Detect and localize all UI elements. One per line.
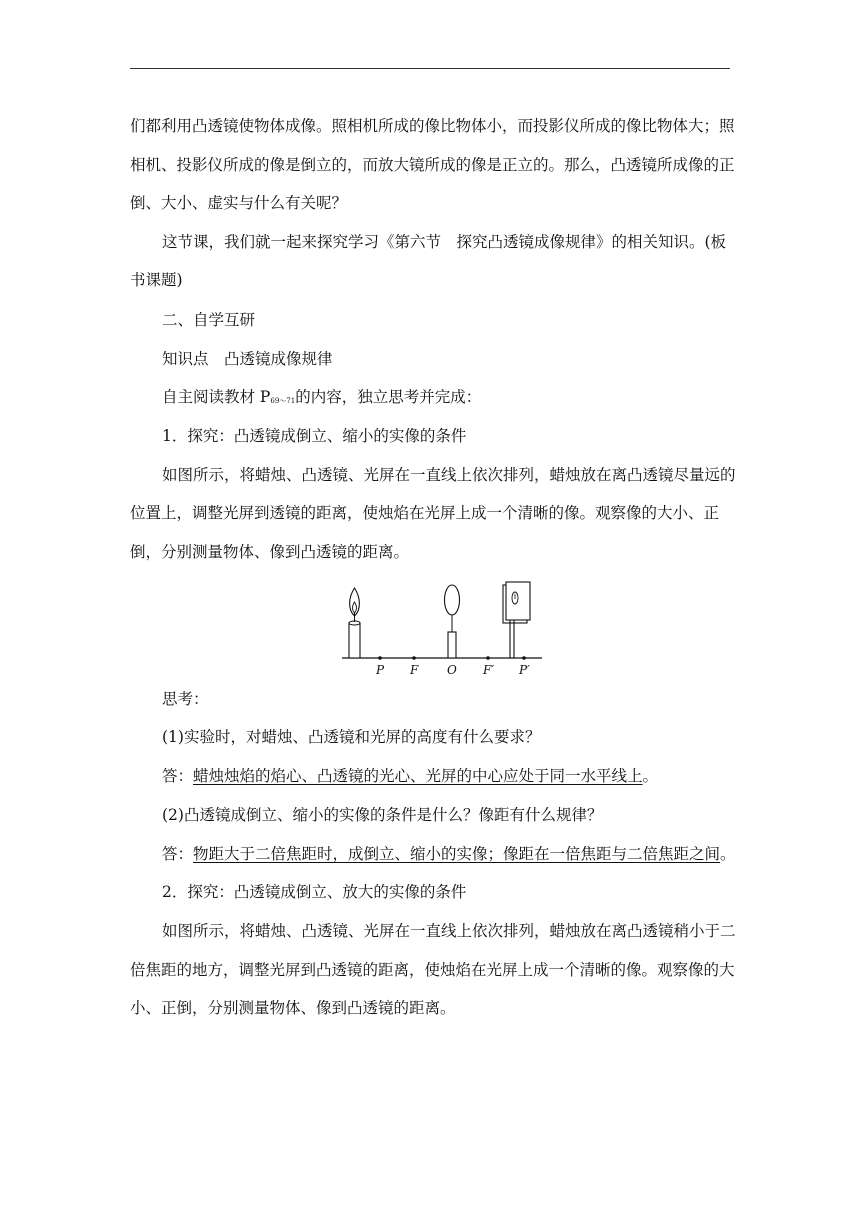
label-f: F (410, 663, 419, 677)
page-range: 69～71 (270, 397, 296, 405)
paragraph-line: 倒、大小、虚实与什么有关呢？ (130, 194, 348, 212)
item2-title: 2．探究：凸透镜成倒立、放大的实像的条件 (162, 883, 467, 901)
item1-title: 1．探究：凸透镜成倒立、缩小的实像的条件 (162, 427, 467, 445)
answer-prefix: 答： (162, 845, 194, 863)
lens-icon (445, 585, 460, 658)
answer-1 (162, 766, 658, 786)
paragraph-line: 书课题) (130, 271, 183, 289)
paragraph-line: 们都利用凸透镜使物体成像。照相机所成的像比物体小，而投影仪所成的像比物体大；照 (130, 117, 735, 135)
point-f-prime-marker (486, 656, 490, 660)
label-p-prime: P′ (519, 663, 530, 677)
answer-2 (162, 844, 736, 864)
question-1: (1)实验时，对蜡烛、凸透镜和光屏的高度有什么要求？ (162, 728, 541, 746)
light-screen-icon (503, 582, 530, 658)
header-rule (130, 68, 730, 69)
paragraph-line: 相机、投影仪所成的像是倒立的，而放大镜所成的像是正立的。那么，凸透镜所成像的正 (130, 156, 735, 174)
label-f-prime: F′ (483, 663, 495, 677)
reading-instruction (162, 387, 481, 411)
question-2: (2)凸透镜成倒立、缩小的实像的条件是什么？像距有什么规律？ (162, 806, 603, 824)
answer-prefix: 答： (162, 767, 194, 785)
paragraph-line: 倒，分别测量物体、像到凸透镜的距离。 (130, 543, 410, 561)
answer-end: 。 (642, 767, 659, 785)
point-p-marker (378, 656, 382, 660)
answer-1-text: 蜡烛烛焰的焰心、凸透镜的光心、光屏的中心应处于同一水平线上 (193, 767, 643, 785)
reading-after: 的内容，独立思考并完成： (295, 388, 482, 406)
paragraph-line: 位置上，调整光屏到透镜的距离，使烛焰在光屏上成一个清晰的像。观察像的大小、正 (130, 504, 720, 522)
paragraph-line: 这节课，我们就一起来探究学习《第六节 探究凸透镜成像规律》的相关知识。(板 (162, 233, 727, 251)
candle-icon (349, 588, 360, 658)
lens-experiment-figure (338, 580, 548, 680)
paragraph-line: 小、正倒，分别测量物体、像到凸透镜的距离。 (130, 999, 456, 1017)
section-heading: 二、自学互研 (162, 311, 256, 329)
label-o: O (447, 663, 457, 677)
paragraph-line: 如图所示，将蜡烛、凸透镜、光屏在一直线上依次排列，蜡烛放在离凸透镜稍小于二 (162, 922, 736, 940)
answer-2-text: 物距大于二倍焦距时，成倒立、缩小的实像；像距在一倍焦距与二倍焦距之间 (193, 845, 721, 863)
reading-before: 自主阅读教材 P (162, 388, 271, 406)
paragraph-line: 如图所示，将蜡烛、凸透镜、光屏在一直线上依次排列，蜡烛放在离凸透镜尽量远的 (162, 466, 736, 484)
label-p: P (376, 663, 385, 677)
think-label: 思考： (162, 690, 209, 708)
paragraph-line: 倍焦距的地方，调整光屏到凸透镜的距离，使烛焰在光屏上成一个清晰的像。观察像的大 (130, 961, 735, 979)
point-p-prime-marker (522, 656, 526, 660)
point-f-marker (412, 656, 416, 660)
knowledge-point-heading: 知识点 凸透镜成像规律 (162, 350, 333, 368)
answer-end: 。 (720, 845, 736, 863)
